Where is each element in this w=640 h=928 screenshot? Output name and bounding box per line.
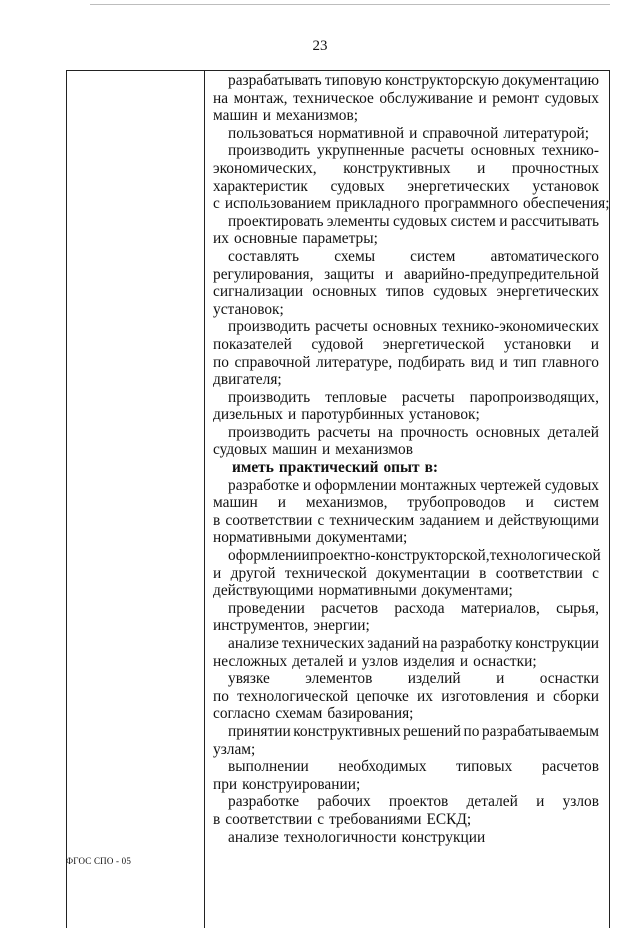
text-line: производить расчеты на прочность основных деталей — [228, 423, 599, 441]
text-line: сигнализации основных типов судовых энергетических — [213, 283, 599, 301]
text-line: разрабатывать типовую конструкторскую документацию — [228, 72, 599, 89]
list-paragraph — [213, 670, 599, 723]
list-paragraph — [213, 125, 599, 143]
page-number: 23 — [312, 38, 328, 54]
document-footer: ФГОС СПО - 05 — [66, 856, 132, 866]
text-line: и другой технической документации в соответствии с — [213, 564, 599, 582]
list-paragraph — [213, 248, 599, 318]
text-line: пользоваться нормативной и справочной литературой; — [228, 124, 590, 142]
text-line: анализе технологичности конструкции — [228, 828, 486, 846]
text-line: проектировать элементы судовых систем и рассчитывать — [228, 212, 599, 230]
list-paragraph — [213, 142, 610, 213]
list-paragraph — [213, 72, 599, 125]
text-line: производить укрупненные расчеты основных технико- — [228, 142, 599, 160]
text-line: проведении расчетов расхода материалов, сырья, — [228, 599, 599, 617]
list-paragraph — [213, 723, 599, 758]
text-line: производить расчеты основных технико-экономических — [228, 318, 599, 336]
list-paragraph — [213, 758, 599, 793]
text-line: оформлении проектно-конструкторской, технологической — [228, 547, 601, 565]
list-paragraph — [213, 547, 599, 600]
text-line: дизельных и паротурбинных установок; — [213, 406, 480, 424]
text-line: анализе технических заданий на разработку конструкции — [228, 635, 599, 652]
text-line: принятии конструктивных решений по разрабатываемым — [228, 722, 599, 740]
text-line: инструментов, энергии; — [213, 617, 370, 635]
text-line: составлять схемы систем автоматического — [228, 247, 599, 265]
text-line: на монтаж, техническое обслуживание и ремонт судовых — [213, 89, 599, 107]
requirements-cell-text — [213, 72, 610, 846]
table-column-divider — [204, 70, 205, 928]
text-line: узлам; — [213, 740, 256, 758]
list-paragraph — [213, 318, 599, 388]
text-line: регулирования, защиты и аварийно-предупредительной — [213, 265, 599, 283]
text-line: по справочной литературе, подбирать вид и тип главного — [213, 353, 599, 371]
text-line: с использованием прикладного программного обеспечения; — [213, 195, 610, 213]
text-line: несложных деталей и узлов изделия и оснастки; — [213, 652, 537, 670]
text-line: двигателя; — [213, 371, 282, 389]
list-paragraph — [213, 424, 599, 459]
text-line: их основные параметры; — [213, 230, 378, 248]
text-line: характеристик судовых энергетических установок — [213, 177, 599, 195]
text-line: показателей судовой энергетической установки и — [213, 335, 599, 353]
text-line: машин и механизмов, трубопроводов и систем — [213, 494, 599, 512]
text-line: иметь практический опыт в: — [232, 459, 439, 477]
text-line: увязке элементов изделий и оснастки — [228, 670, 599, 688]
text-line: в соответствии с требованиями ЕСКД; — [213, 810, 472, 828]
section-heading — [213, 459, 599, 477]
text-line: при конструировании; — [213, 775, 361, 793]
scan-edge-line — [90, 4, 610, 5]
text-line: разработке и оформлении монтажных чертежей судовых — [228, 476, 599, 494]
text-line: выполнении необходимых типовых расчетов — [228, 758, 599, 776]
list-paragraph — [213, 829, 599, 847]
list-paragraph — [213, 389, 599, 424]
list-paragraph — [213, 600, 599, 635]
text-line: экономических, конструктивных и прочностных — [213, 159, 599, 177]
text-line: нормативными документами; — [213, 529, 408, 547]
text-line: производить тепловые расчеты паропроизводящих, — [228, 388, 599, 406]
text-line: в соответствии с техническим заданием и действующими — [213, 511, 599, 529]
text-line: согласно схемам базирования; — [213, 705, 414, 723]
text-line: по технологической цепочке их изготовления и сборки — [213, 687, 599, 705]
list-paragraph — [213, 635, 599, 670]
text-line: разработке рабочих проектов деталей и узлов — [228, 793, 599, 811]
list-paragraph — [213, 477, 599, 547]
list-paragraph — [213, 793, 599, 828]
text-line: машин и механизмов; — [213, 107, 359, 125]
text-line: действующими нормативными документами; — [213, 582, 513, 600]
text-line: судовых машин и механизмов — [213, 441, 413, 459]
text-line: установок; — [213, 300, 284, 318]
list-paragraph — [213, 213, 599, 248]
